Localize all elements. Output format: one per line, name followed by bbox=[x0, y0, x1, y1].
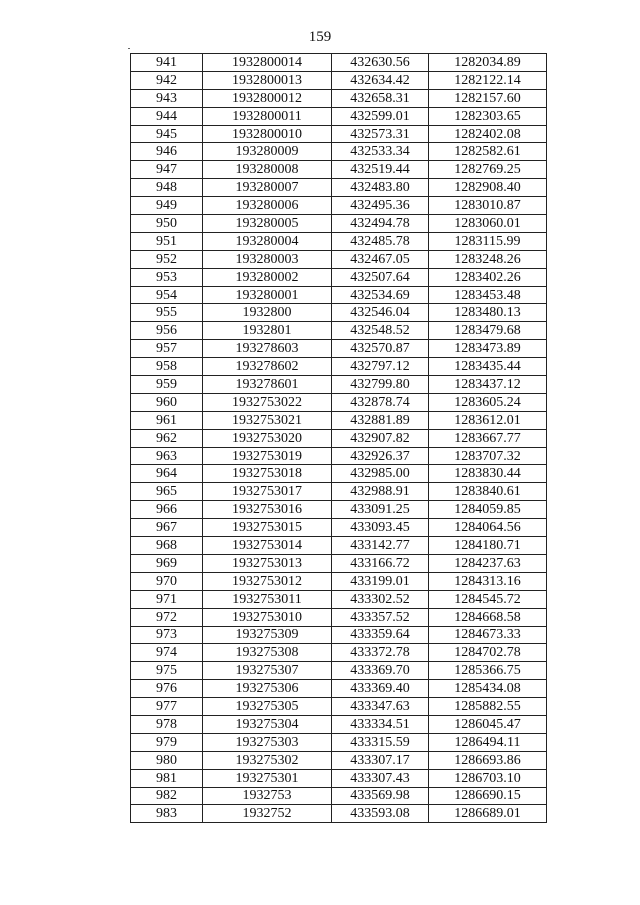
point-id-cell: 1932752 bbox=[203, 805, 332, 823]
point-number-cell: 972 bbox=[131, 608, 203, 626]
table-row bbox=[131, 197, 547, 215]
table-row bbox=[131, 501, 547, 519]
point-number-cell: 954 bbox=[131, 286, 203, 304]
point-id-cell: 1932800011 bbox=[203, 107, 332, 125]
point-number-cell: 977 bbox=[131, 698, 203, 716]
table-row bbox=[131, 54, 547, 72]
point-id-cell: 1932753 bbox=[203, 787, 332, 805]
y-coordinate-cell: 1285366.75 bbox=[429, 662, 547, 680]
point-number-cell: 941 bbox=[131, 54, 203, 72]
point-id-cell: 1932753020 bbox=[203, 429, 332, 447]
point-number-cell: 973 bbox=[131, 626, 203, 644]
point-number-cell: 978 bbox=[131, 715, 203, 733]
point-number-cell: 957 bbox=[131, 340, 203, 358]
x-coordinate-cell: 433593.08 bbox=[332, 805, 429, 823]
point-id-cell: 193275306 bbox=[203, 680, 332, 698]
point-number-cell: 969 bbox=[131, 554, 203, 572]
y-coordinate-cell: 1284313.16 bbox=[429, 572, 547, 590]
y-coordinate-cell: 1284673.33 bbox=[429, 626, 547, 644]
point-id-cell: 1932800012 bbox=[203, 89, 332, 107]
point-number-cell: 944 bbox=[131, 107, 203, 125]
table-row bbox=[131, 787, 547, 805]
x-coordinate-cell: 432570.87 bbox=[332, 340, 429, 358]
table-row bbox=[131, 232, 547, 250]
y-coordinate-cell: 1283840.61 bbox=[429, 483, 547, 501]
point-id-cell: 193278601 bbox=[203, 376, 332, 394]
point-id-cell: 1932753019 bbox=[203, 447, 332, 465]
table-row bbox=[131, 429, 547, 447]
table-row bbox=[131, 733, 547, 751]
table-row bbox=[131, 483, 547, 501]
point-id-cell: 193278602 bbox=[203, 358, 332, 376]
point-number-cell: 959 bbox=[131, 376, 203, 394]
y-coordinate-cell: 1283010.87 bbox=[429, 197, 547, 215]
point-number-cell: 960 bbox=[131, 393, 203, 411]
point-number-cell: 947 bbox=[131, 161, 203, 179]
x-coordinate-cell: 432799.80 bbox=[332, 376, 429, 394]
table-row bbox=[131, 554, 547, 572]
point-number-cell: 950 bbox=[131, 215, 203, 233]
x-coordinate-cell: 433359.64 bbox=[332, 626, 429, 644]
point-number-cell: 951 bbox=[131, 232, 203, 250]
point-id-cell: 193280003 bbox=[203, 250, 332, 268]
y-coordinate-cell: 1284702.78 bbox=[429, 644, 547, 662]
y-coordinate-cell: 1283707.32 bbox=[429, 447, 547, 465]
point-id-cell: 193275302 bbox=[203, 751, 332, 769]
coordinates-table bbox=[130, 53, 547, 823]
table-row bbox=[131, 322, 547, 340]
x-coordinate-cell: 432467.05 bbox=[332, 250, 429, 268]
table-row bbox=[131, 286, 547, 304]
table-row bbox=[131, 107, 547, 125]
y-coordinate-cell: 1283605.24 bbox=[429, 393, 547, 411]
point-number-cell: 962 bbox=[131, 429, 203, 447]
table-row bbox=[131, 215, 547, 233]
point-id-cell: 193275307 bbox=[203, 662, 332, 680]
coordinates-table-body bbox=[131, 54, 547, 823]
table-row bbox=[131, 465, 547, 483]
table-row bbox=[131, 89, 547, 107]
point-id-cell: 193275309 bbox=[203, 626, 332, 644]
table-row bbox=[131, 71, 547, 89]
x-coordinate-cell: 433334.51 bbox=[332, 715, 429, 733]
point-number-cell: 945 bbox=[131, 125, 203, 143]
y-coordinate-cell: 1283479.68 bbox=[429, 322, 547, 340]
point-id-cell: 1932753010 bbox=[203, 608, 332, 626]
point-id-cell: 1932753022 bbox=[203, 393, 332, 411]
x-coordinate-cell: 432573.31 bbox=[332, 125, 429, 143]
point-number-cell: 975 bbox=[131, 662, 203, 680]
point-id-cell: 193278603 bbox=[203, 340, 332, 358]
y-coordinate-cell: 1284237.63 bbox=[429, 554, 547, 572]
x-coordinate-cell: 432483.80 bbox=[332, 179, 429, 197]
x-coordinate-cell: 432534.69 bbox=[332, 286, 429, 304]
x-coordinate-cell: 432546.04 bbox=[332, 304, 429, 322]
table-row bbox=[131, 805, 547, 823]
point-id-cell: 1932753015 bbox=[203, 519, 332, 537]
y-coordinate-cell: 1283060.01 bbox=[429, 215, 547, 233]
point-id-cell: 193280005 bbox=[203, 215, 332, 233]
table-row bbox=[131, 644, 547, 662]
table-row bbox=[131, 537, 547, 555]
point-id-cell: 1932800 bbox=[203, 304, 332, 322]
x-coordinate-cell: 433372.78 bbox=[332, 644, 429, 662]
x-coordinate-cell: 433142.77 bbox=[332, 537, 429, 555]
point-id-cell: 1932753013 bbox=[203, 554, 332, 572]
point-number-cell: 955 bbox=[131, 304, 203, 322]
y-coordinate-cell: 1283115.99 bbox=[429, 232, 547, 250]
y-coordinate-cell: 1282908.40 bbox=[429, 179, 547, 197]
x-coordinate-cell: 433357.52 bbox=[332, 608, 429, 626]
table-row bbox=[131, 662, 547, 680]
y-coordinate-cell: 1283437.12 bbox=[429, 376, 547, 394]
y-coordinate-cell: 1284180.71 bbox=[429, 537, 547, 555]
x-coordinate-cell: 432926.37 bbox=[332, 447, 429, 465]
y-coordinate-cell: 1282303.65 bbox=[429, 107, 547, 125]
page-number: 159 bbox=[308, 29, 332, 45]
table-row bbox=[131, 161, 547, 179]
point-number-cell: 964 bbox=[131, 465, 203, 483]
x-coordinate-cell: 432485.78 bbox=[332, 232, 429, 250]
point-id-cell: 1932801 bbox=[203, 322, 332, 340]
point-number-cell: 948 bbox=[131, 179, 203, 197]
x-coordinate-cell: 432634.42 bbox=[332, 71, 429, 89]
x-coordinate-cell: 432599.01 bbox=[332, 107, 429, 125]
point-number-cell: 971 bbox=[131, 590, 203, 608]
point-id-cell: 193280006 bbox=[203, 197, 332, 215]
x-coordinate-cell: 433569.98 bbox=[332, 787, 429, 805]
y-coordinate-cell: 1282582.61 bbox=[429, 143, 547, 161]
x-coordinate-cell: 432985.00 bbox=[332, 465, 429, 483]
table-row bbox=[131, 680, 547, 698]
table-row bbox=[131, 447, 547, 465]
point-number-cell: 983 bbox=[131, 805, 203, 823]
y-coordinate-cell: 1285434.08 bbox=[429, 680, 547, 698]
y-coordinate-cell: 1283402.26 bbox=[429, 268, 547, 286]
point-number-cell: 946 bbox=[131, 143, 203, 161]
table-row bbox=[131, 626, 547, 644]
point-number-cell: 953 bbox=[131, 268, 203, 286]
point-number-cell: 943 bbox=[131, 89, 203, 107]
point-id-cell: 1932753011 bbox=[203, 590, 332, 608]
point-number-cell: 981 bbox=[131, 769, 203, 787]
y-coordinate-cell: 1283473.89 bbox=[429, 340, 547, 358]
table-row bbox=[131, 698, 547, 716]
point-id-cell: 193280008 bbox=[203, 161, 332, 179]
x-coordinate-cell: 432630.56 bbox=[332, 54, 429, 72]
x-coordinate-cell: 432519.44 bbox=[332, 161, 429, 179]
x-coordinate-cell: 432494.78 bbox=[332, 215, 429, 233]
table-row bbox=[131, 715, 547, 733]
x-coordinate-cell: 433091.25 bbox=[332, 501, 429, 519]
y-coordinate-cell: 1283435.44 bbox=[429, 358, 547, 376]
table-row bbox=[131, 376, 547, 394]
point-id-cell: 193280007 bbox=[203, 179, 332, 197]
table-row bbox=[131, 179, 547, 197]
y-coordinate-cell: 1286689.01 bbox=[429, 805, 547, 823]
x-coordinate-cell: 433315.59 bbox=[332, 733, 429, 751]
x-coordinate-cell: 433307.17 bbox=[332, 751, 429, 769]
x-coordinate-cell: 433347.63 bbox=[332, 698, 429, 716]
x-coordinate-cell: 432507.64 bbox=[332, 268, 429, 286]
point-number-cell: 982 bbox=[131, 787, 203, 805]
point-id-cell: 193280001 bbox=[203, 286, 332, 304]
y-coordinate-cell: 1283453.48 bbox=[429, 286, 547, 304]
x-coordinate-cell: 433307.43 bbox=[332, 769, 429, 787]
x-coordinate-cell: 433199.01 bbox=[332, 572, 429, 590]
margin-mark bbox=[128, 48, 130, 49]
table-row bbox=[131, 304, 547, 322]
point-number-cell: 966 bbox=[131, 501, 203, 519]
table-row bbox=[131, 143, 547, 161]
table-row bbox=[131, 608, 547, 626]
table-row bbox=[131, 590, 547, 608]
x-coordinate-cell: 433093.45 bbox=[332, 519, 429, 537]
point-id-cell: 1932753016 bbox=[203, 501, 332, 519]
point-id-cell: 193275308 bbox=[203, 644, 332, 662]
x-coordinate-cell: 432495.36 bbox=[332, 197, 429, 215]
y-coordinate-cell: 1283830.44 bbox=[429, 465, 547, 483]
x-coordinate-cell: 433369.40 bbox=[332, 680, 429, 698]
x-coordinate-cell: 433166.72 bbox=[332, 554, 429, 572]
point-id-cell: 193275305 bbox=[203, 698, 332, 716]
point-id-cell: 1932800010 bbox=[203, 125, 332, 143]
point-number-cell: 979 bbox=[131, 733, 203, 751]
point-id-cell: 193275304 bbox=[203, 715, 332, 733]
x-coordinate-cell: 432548.52 bbox=[332, 322, 429, 340]
point-id-cell: 1932800013 bbox=[203, 71, 332, 89]
table-row bbox=[131, 393, 547, 411]
y-coordinate-cell: 1282157.60 bbox=[429, 89, 547, 107]
y-coordinate-cell: 1286690.15 bbox=[429, 787, 547, 805]
x-coordinate-cell: 432878.74 bbox=[332, 393, 429, 411]
x-coordinate-cell: 432881.89 bbox=[332, 411, 429, 429]
x-coordinate-cell: 432797.12 bbox=[332, 358, 429, 376]
table-row bbox=[131, 358, 547, 376]
y-coordinate-cell: 1284064.56 bbox=[429, 519, 547, 537]
point-number-cell: 956 bbox=[131, 322, 203, 340]
point-number-cell: 952 bbox=[131, 250, 203, 268]
point-number-cell: 970 bbox=[131, 572, 203, 590]
y-coordinate-cell: 1284545.72 bbox=[429, 590, 547, 608]
point-id-cell: 193275301 bbox=[203, 769, 332, 787]
point-id-cell: 193280004 bbox=[203, 232, 332, 250]
y-coordinate-cell: 1286045.47 bbox=[429, 715, 547, 733]
y-coordinate-cell: 1282402.08 bbox=[429, 125, 547, 143]
table-row bbox=[131, 572, 547, 590]
x-coordinate-cell: 433302.52 bbox=[332, 590, 429, 608]
point-number-cell: 963 bbox=[131, 447, 203, 465]
y-coordinate-cell: 1283667.77 bbox=[429, 429, 547, 447]
point-id-cell: 1932753018 bbox=[203, 465, 332, 483]
point-id-cell: 1932753012 bbox=[203, 572, 332, 590]
point-id-cell: 193280002 bbox=[203, 268, 332, 286]
point-number-cell: 968 bbox=[131, 537, 203, 555]
y-coordinate-cell: 1282034.89 bbox=[429, 54, 547, 72]
point-number-cell: 961 bbox=[131, 411, 203, 429]
x-coordinate-cell: 432658.31 bbox=[332, 89, 429, 107]
table-row bbox=[131, 411, 547, 429]
point-number-cell: 967 bbox=[131, 519, 203, 537]
y-coordinate-cell: 1285882.55 bbox=[429, 698, 547, 716]
y-coordinate-cell: 1283248.26 bbox=[429, 250, 547, 268]
point-id-cell: 1932753014 bbox=[203, 537, 332, 555]
y-coordinate-cell: 1282122.14 bbox=[429, 71, 547, 89]
table-row bbox=[131, 519, 547, 537]
y-coordinate-cell: 1286703.10 bbox=[429, 769, 547, 787]
y-coordinate-cell: 1284059.85 bbox=[429, 501, 547, 519]
point-id-cell: 1932753021 bbox=[203, 411, 332, 429]
table-row bbox=[131, 250, 547, 268]
y-coordinate-cell: 1283480.13 bbox=[429, 304, 547, 322]
y-coordinate-cell: 1284668.58 bbox=[429, 608, 547, 626]
point-number-cell: 965 bbox=[131, 483, 203, 501]
x-coordinate-cell: 432907.82 bbox=[332, 429, 429, 447]
table-row bbox=[131, 340, 547, 358]
y-coordinate-cell: 1282769.25 bbox=[429, 161, 547, 179]
x-coordinate-cell: 432988.91 bbox=[332, 483, 429, 501]
point-number-cell: 974 bbox=[131, 644, 203, 662]
table-row bbox=[131, 125, 547, 143]
point-number-cell: 949 bbox=[131, 197, 203, 215]
x-coordinate-cell: 432533.34 bbox=[332, 143, 429, 161]
point-id-cell: 193280009 bbox=[203, 143, 332, 161]
point-id-cell: 193275303 bbox=[203, 733, 332, 751]
y-coordinate-cell: 1286693.86 bbox=[429, 751, 547, 769]
point-number-cell: 976 bbox=[131, 680, 203, 698]
point-number-cell: 980 bbox=[131, 751, 203, 769]
table-row bbox=[131, 268, 547, 286]
x-coordinate-cell: 433369.70 bbox=[332, 662, 429, 680]
table-row bbox=[131, 751, 547, 769]
point-number-cell: 958 bbox=[131, 358, 203, 376]
point-id-cell: 1932800014 bbox=[203, 54, 332, 72]
y-coordinate-cell: 1286494.11 bbox=[429, 733, 547, 751]
y-coordinate-cell: 1283612.01 bbox=[429, 411, 547, 429]
point-id-cell: 1932753017 bbox=[203, 483, 332, 501]
table-row bbox=[131, 769, 547, 787]
point-number-cell: 942 bbox=[131, 71, 203, 89]
